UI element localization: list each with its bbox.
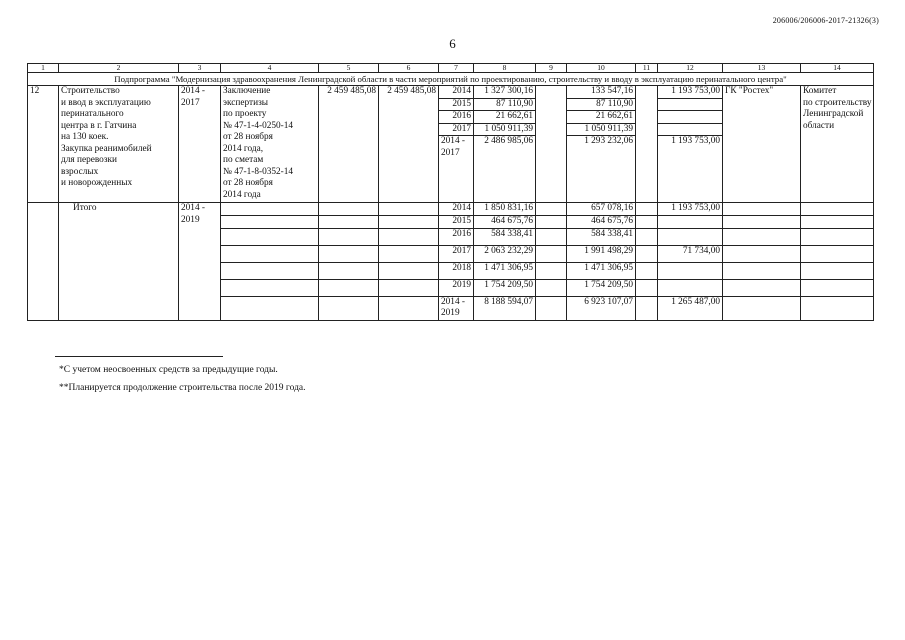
year-text: 2014 bbox=[452, 203, 471, 213]
col9-empty bbox=[536, 262, 567, 279]
col4-empty bbox=[221, 215, 319, 228]
total-row bbox=[28, 203, 874, 216]
cell-line: Закупка реанимобилей bbox=[61, 143, 152, 154]
col13-empty bbox=[723, 262, 801, 279]
value-total: 1 050 911,39 bbox=[474, 123, 536, 136]
value-regional: 1 293 232,06 bbox=[567, 136, 636, 203]
committee bbox=[801, 86, 874, 203]
col9-empty bbox=[536, 203, 567, 216]
col13-empty bbox=[723, 279, 801, 296]
total-value-total: 1 850 831,16 bbox=[474, 203, 536, 216]
cost-total: 2 459 485,08 bbox=[319, 86, 379, 203]
year-text: 2017 bbox=[452, 123, 471, 134]
col4-empty bbox=[221, 228, 319, 245]
col6-empty bbox=[379, 228, 439, 245]
cell-line: Ленинградской bbox=[803, 109, 864, 119]
cell-line: и новорожденных bbox=[61, 178, 133, 188]
column-number: 2 bbox=[59, 64, 179, 73]
col5-empty bbox=[319, 279, 379, 296]
col4-empty bbox=[221, 296, 319, 320]
col6-empty bbox=[379, 203, 439, 216]
column-number: 12 bbox=[658, 64, 723, 73]
col14-empty bbox=[801, 203, 874, 216]
column-number: 7 bbox=[439, 64, 474, 73]
col6-empty bbox=[379, 215, 439, 228]
year-text: 2016 bbox=[452, 111, 471, 121]
col11-empty bbox=[636, 215, 658, 228]
total-value-total: 8 188 594,07 bbox=[474, 296, 536, 320]
cell-line: по проекту bbox=[223, 109, 267, 119]
col11-empty bbox=[636, 228, 658, 245]
total-value-total: 464 675,76 bbox=[474, 215, 536, 228]
item-number: 12 bbox=[28, 86, 59, 203]
year-text: 2019 bbox=[452, 279, 471, 290]
col9-empty bbox=[536, 228, 567, 245]
col9-empty bbox=[536, 215, 567, 228]
total-value-regional: 1 991 498,29 bbox=[567, 245, 636, 262]
year-cell bbox=[439, 296, 474, 320]
cell-line: по сметам bbox=[223, 155, 264, 165]
col4-empty bbox=[221, 245, 319, 262]
cell-line: № 47-1-4-0250-14 bbox=[223, 120, 294, 131]
total-value-total: 584 338,41 bbox=[474, 228, 536, 245]
cell-line: от 28 ноября bbox=[223, 178, 273, 188]
column-number-row bbox=[28, 64, 874, 73]
col14-empty bbox=[801, 245, 874, 262]
col13-empty bbox=[723, 245, 801, 262]
year-cell bbox=[439, 203, 474, 216]
year-text: 2017 bbox=[452, 245, 471, 256]
col5-empty bbox=[319, 203, 379, 216]
col5-empty bbox=[319, 296, 379, 320]
total-value-regional: 657 078,16 bbox=[567, 203, 636, 216]
col9-empty bbox=[536, 245, 567, 262]
value-other bbox=[658, 123, 723, 136]
cell-line: 2014 года, bbox=[223, 143, 264, 154]
footnote-separator bbox=[55, 356, 223, 357]
col14-empty bbox=[801, 228, 874, 245]
total-value-other: 1 265 487,00 bbox=[658, 296, 723, 320]
col11-empty bbox=[636, 262, 658, 279]
year-cell bbox=[439, 262, 474, 279]
year-text: 2014 bbox=[452, 86, 471, 96]
col11-empty bbox=[636, 245, 658, 262]
value-total: 1 327 300,16 bbox=[474, 86, 536, 99]
year-cell bbox=[439, 245, 474, 262]
value-other: 1 193 753,00 bbox=[658, 86, 723, 99]
total-value-other bbox=[658, 215, 723, 228]
year-text: 2019 bbox=[441, 308, 460, 318]
responsible-org: ГК "Ростех" bbox=[723, 86, 801, 203]
column-number: 4 bbox=[221, 64, 319, 73]
cell-line: от 28 ноября bbox=[223, 132, 273, 142]
column-number: 10 bbox=[567, 64, 636, 73]
total-value-total: 1 754 209,50 bbox=[474, 279, 536, 296]
total-label: Итого bbox=[59, 203, 179, 321]
col6-empty bbox=[379, 296, 439, 320]
footnote-2: **Планируется продолжение строительства после 2019 года. bbox=[59, 383, 306, 393]
year-text: 2015 bbox=[452, 98, 471, 109]
cell-line: экспертизы bbox=[223, 97, 268, 108]
cell-line: 2014 - bbox=[181, 86, 206, 96]
column-number: 1 bbox=[28, 64, 59, 73]
total-value-regional: 1 471 306,95 bbox=[567, 262, 636, 279]
year-cell bbox=[439, 111, 474, 124]
column-number: 13 bbox=[723, 64, 801, 73]
column-number: 14 bbox=[801, 64, 874, 73]
column-number: 8 bbox=[474, 64, 536, 73]
total-value-other: 1 193 753,00 bbox=[658, 203, 723, 216]
year-cell bbox=[439, 279, 474, 296]
cell-line: 2014 - bbox=[181, 203, 206, 213]
cell-line: 2017 bbox=[181, 97, 200, 108]
col14-empty bbox=[801, 262, 874, 279]
col9-empty bbox=[536, 279, 567, 296]
col13-empty bbox=[723, 215, 801, 228]
table-row bbox=[28, 86, 874, 99]
total-value-other bbox=[658, 228, 723, 245]
total-value-regional: 1 754 209,50 bbox=[567, 279, 636, 296]
cell-line: и ввод в эксплуатацию bbox=[61, 97, 151, 108]
col5-empty bbox=[319, 245, 379, 262]
year-cell bbox=[439, 215, 474, 228]
cell-line: № 47-1-8-0352-14 bbox=[223, 166, 294, 177]
year-text: 2018 bbox=[452, 262, 471, 273]
cell-line: для перевозки bbox=[61, 155, 117, 165]
col14-empty bbox=[801, 215, 874, 228]
document-id: 206006/206006-2017-21326(3) bbox=[772, 16, 879, 25]
column-number: 6 bbox=[379, 64, 439, 73]
year-text: 2015 bbox=[452, 215, 471, 226]
cell-line: взрослых bbox=[61, 166, 99, 177]
col11-empty bbox=[636, 86, 658, 203]
total-value-regional: 584 338,41 bbox=[567, 228, 636, 245]
total-value-regional: 6 923 107,07 bbox=[567, 296, 636, 320]
cell-line: по строительству bbox=[803, 97, 872, 108]
value-total: 21 662,61 bbox=[474, 111, 536, 124]
total-value-total: 1 471 306,95 bbox=[474, 262, 536, 279]
total-value-total: 2 063 232,29 bbox=[474, 245, 536, 262]
col14-empty bbox=[801, 296, 874, 320]
cell-line: на 130 коек. bbox=[61, 132, 109, 142]
value-regional: 133 547,16 bbox=[567, 86, 636, 99]
cell-line: перинатального bbox=[61, 109, 124, 119]
item-period bbox=[179, 86, 221, 203]
year-cell bbox=[439, 228, 474, 245]
total-period bbox=[179, 203, 221, 321]
page-number: 6 bbox=[449, 36, 456, 51]
cell-line: Комитет bbox=[803, 86, 837, 96]
cell-line: Строительство bbox=[61, 86, 120, 96]
value-regional: 21 662,61 bbox=[567, 111, 636, 124]
value-regional: 1 050 911,39 bbox=[567, 123, 636, 136]
footnotes bbox=[55, 356, 306, 401]
subprogram-title: Подпрограмма "Модернизация здравоохранения Ленинградской области в части мероприятий по проектированию, строительству и вводу в эксплуатацию перинатального центра" bbox=[28, 73, 874, 86]
col11-empty bbox=[636, 296, 658, 320]
item-basis bbox=[221, 86, 319, 203]
subprogram-row bbox=[28, 73, 874, 86]
value-total: 2 486 985,06 bbox=[474, 136, 536, 203]
column-number: 9 bbox=[536, 64, 567, 73]
year-cell bbox=[439, 123, 474, 136]
col5-empty bbox=[319, 228, 379, 245]
total-value-regional: 464 675,76 bbox=[567, 215, 636, 228]
total-num-empty bbox=[28, 203, 59, 321]
col6-empty bbox=[379, 245, 439, 262]
cell-line: области bbox=[803, 120, 835, 131]
col5-empty bbox=[319, 215, 379, 228]
year-text: 2017 bbox=[441, 147, 460, 158]
total-value-other bbox=[658, 279, 723, 296]
column-number: 5 bbox=[319, 64, 379, 73]
col11-empty bbox=[636, 279, 658, 296]
year-cell bbox=[439, 98, 474, 111]
item-name bbox=[59, 86, 179, 203]
year-text: 2016 bbox=[452, 228, 471, 239]
footnote-1: *С учетом неосвоенных средств за предыдущие годы. bbox=[59, 365, 278, 375]
col4-empty bbox=[221, 203, 319, 216]
cost-remaining: 2 459 485,08 bbox=[379, 86, 439, 203]
program-table bbox=[27, 63, 874, 321]
value-total: 87 110,90 bbox=[474, 98, 536, 111]
col13-empty bbox=[723, 296, 801, 320]
total-value-other bbox=[658, 262, 723, 279]
col4-empty bbox=[221, 262, 319, 279]
column-number: 3 bbox=[179, 64, 221, 73]
cell-line: 2014 года bbox=[223, 189, 261, 200]
col6-empty bbox=[379, 262, 439, 279]
col14-empty bbox=[801, 279, 874, 296]
value-regional: 87 110,90 bbox=[567, 98, 636, 111]
cell-line: центра в г. Гатчина bbox=[61, 120, 137, 131]
col13-empty bbox=[723, 203, 801, 216]
year-cell bbox=[439, 136, 474, 203]
value-other bbox=[658, 98, 723, 111]
col11-empty bbox=[636, 203, 658, 216]
year-cell bbox=[439, 86, 474, 99]
value-other bbox=[658, 111, 723, 124]
column-number: 11 bbox=[636, 64, 658, 73]
total-value-other: 71 734,00 bbox=[658, 245, 723, 262]
year-text: 2014 - bbox=[441, 136, 466, 146]
year-text: 2014 - bbox=[441, 296, 466, 307]
col6-empty bbox=[379, 279, 439, 296]
value-other: 1 193 753,00 bbox=[658, 136, 723, 203]
col5-empty bbox=[319, 262, 379, 279]
col9-empty bbox=[536, 296, 567, 320]
col13-empty bbox=[723, 228, 801, 245]
cell-line: 2019 bbox=[181, 214, 200, 225]
cell-line: Заключение bbox=[223, 86, 271, 96]
col9-empty bbox=[536, 86, 567, 203]
col4-empty bbox=[221, 279, 319, 296]
